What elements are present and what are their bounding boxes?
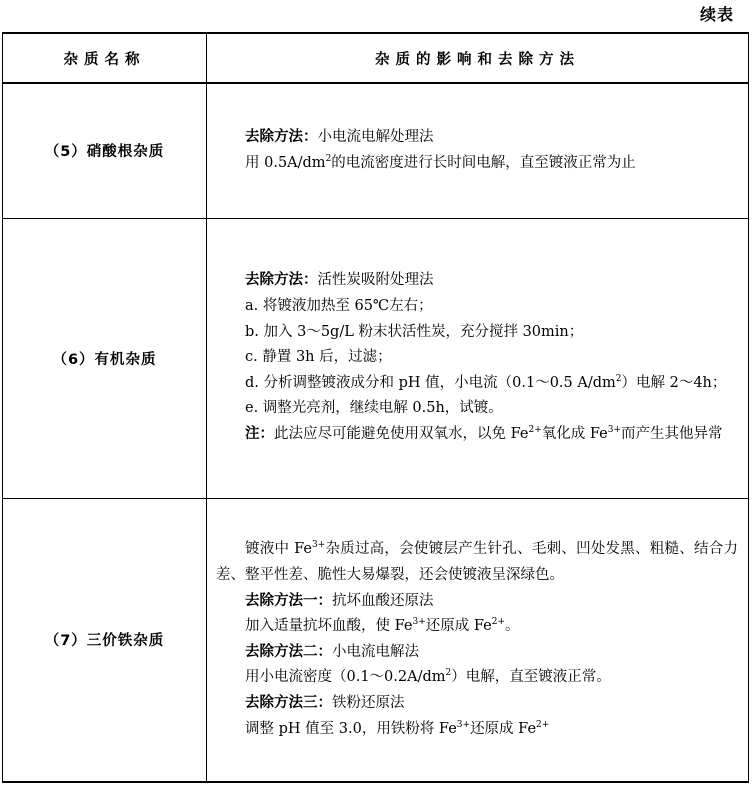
method-line: 去除方法三：铁粉还原法 — [245, 694, 405, 711]
method-line: 去除方法一：抗坏血酸还原法 — [245, 592, 434, 609]
paragraph: 调整 pH 值至 3.0，用铁粉将 $Fe^{3+}$还原成 $Fe^{2+}$ — [245, 719, 550, 737]
impurity-table — [2, 32, 749, 783]
method-line: 去除方法：活性炭吸附处理法 — [245, 272, 434, 289]
column-header-effect-and-removal: 杂质的影响和去除方法 — [207, 33, 749, 83]
step-item: b. 加入 3～5g/L 粉末状活性炭，充分搅拌 30min； — [245, 323, 584, 340]
paragraph: 加入适量抗坏血酸，使 $Fe^{3+}$还原成 $Fe^{2+}$。 — [245, 617, 520, 635]
description-cell — [207, 498, 749, 782]
method-line: 去除方法二：小电流电解法 — [245, 643, 419, 660]
paragraph: 用 $0.5A/dm^2$的电流密度进行长时间电解，直至镀液正常为止 — [245, 153, 636, 171]
table-row — [3, 498, 749, 782]
step-item: e. 调整光亮剂，继续电解 0.5h，试镀。 — [245, 400, 503, 417]
step-item: a. 将镀液加热至 65℃左右； — [245, 298, 433, 315]
description-cell — [207, 218, 749, 498]
table-row — [3, 83, 749, 218]
continued-label: 续表 — [699, 5, 734, 24]
step-item: c. 静置 3h 后，过滤； — [245, 349, 392, 366]
method-line: 去除方法：小电流电解处理法 — [245, 129, 434, 146]
paragraph: 镀液中 $Fe^{3+}$杂质过高，会使镀层产生针孔、毛刺、凹处发黑、粗糙、结合力差、整平性差、脆性大易爆裂，还会使镀液呈深绿色。 — [216, 540, 738, 583]
table-row — [3, 218, 749, 498]
paragraph: 用小电流密度$(0.1\sim 0.2A/dm^2)$电解，直至镀液正常。 — [245, 668, 611, 686]
note-line: 注：此法应尽可能避免使用双氧水，以免 $Fe^{2+}$氧化成 $Fe^{3+}$而产生其他异常 — [245, 424, 723, 442]
description-cell — [207, 83, 749, 218]
impurity-name-cell: （5）硝酸根杂质 — [3, 83, 207, 218]
impurity-name-cell: （7）三价铁杂质 — [3, 498, 207, 782]
step-item: d. 分析调整镀液成分和 pH 值，小电流（0.1～0.5 $A/dm^2$）电解 2～4h； — [245, 373, 727, 391]
column-header-impurity-name: 杂质名称 — [3, 33, 207, 83]
impurity-name-cell: （6）有机杂质 — [3, 218, 207, 498]
